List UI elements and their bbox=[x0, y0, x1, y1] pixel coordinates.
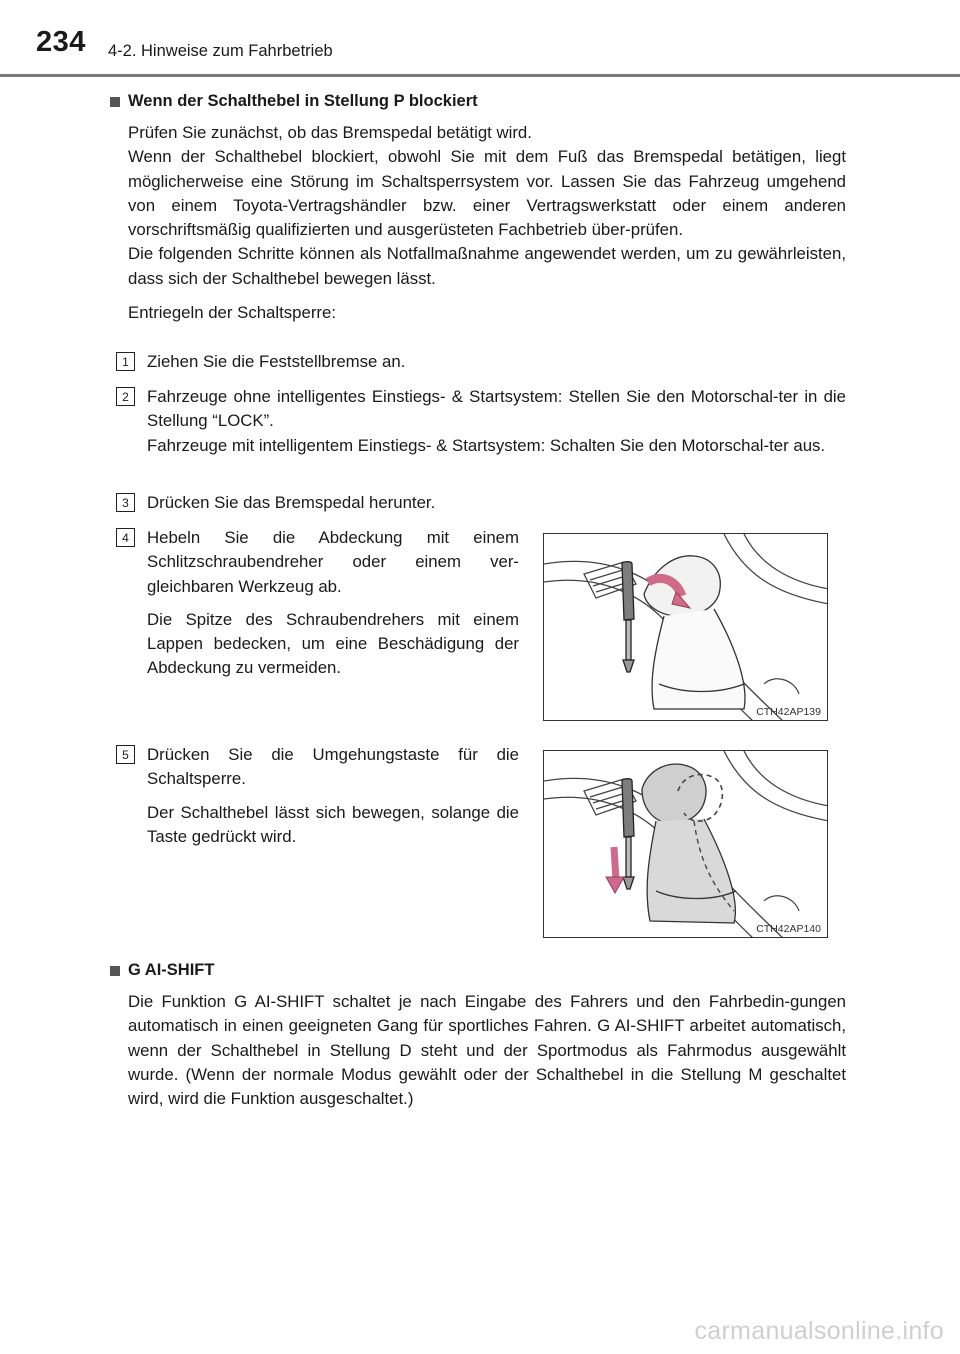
section1-body bbox=[128, 121, 846, 325]
page-number: 234 bbox=[36, 26, 86, 58]
paragraph: Wenn der Schalthebel blockiert, obwohl Sie mit dem Fuß das Bremspedal betätigen, liegt möglicherweise eine Störung im Schaltsperrsystem vor. Lassen Sie das Fahrzeug umgehend von einem Toyota-Vertragshändler bzw. einer Vertragswerkstatt oder einem anderen vorschriftsmäßig qualifizierten und ausgerüsteten Fachbetrieb über-prüfen. bbox=[128, 147, 846, 240]
watermark-text: carmanualsonline.info bbox=[694, 1317, 944, 1345]
step-line: Fahrzeuge ohne intelligentes Einstiegs- & Startsystem: Stellen Sie den Motorschal-ter in die Stellung “LOCK”. bbox=[147, 387, 846, 431]
step-number-badge: 4 bbox=[116, 528, 135, 547]
heading-text: G AI-SHIFT bbox=[128, 961, 215, 979]
section2-body bbox=[128, 990, 846, 1111]
step-line: Fahrzeuge mit intelligentem Einstiegs- & Startsystem: Schalten Sie den Motorschal-ter aus. bbox=[147, 435, 826, 455]
console-illustration bbox=[544, 751, 828, 938]
heading-text: Wenn der Schalthebel in Stellung P blockiert bbox=[128, 92, 478, 110]
step-number-badge: 1 bbox=[116, 352, 135, 371]
step-line: Der Schalthebel lässt sich bewegen, solange die Taste gedrückt wird. bbox=[147, 802, 519, 846]
step-number-badge: 2 bbox=[116, 387, 135, 406]
figure-code: CTH42AP140 bbox=[756, 923, 821, 935]
step-text bbox=[147, 385, 846, 458]
paragraph: Die folgenden Schritte können als Notfallmaßnahme angewendet werden, um zu gewährleisten, dass sich der Schalthebel bewegen lässt. bbox=[128, 244, 846, 288]
step-text bbox=[147, 491, 846, 515]
section-heading-p-lock bbox=[110, 92, 478, 111]
header-rule bbox=[0, 74, 960, 77]
paragraph-intro: Entriegeln der Schaltsperre: bbox=[128, 303, 337, 323]
square-bullet-icon bbox=[110, 97, 120, 107]
step-line: Drücken Sie das Bremspedal herunter. bbox=[147, 493, 436, 512]
paragraph: Die Funktion G AI-SHIFT schaltet je nach Eingabe des Fahrers und den Fahrbedin-gungen automatisch in einen geeigneten Gang für sportliches Fahren. G AI-SHIFT arbeitet automatisch, wenn der Schalthebel in Stellung D steht und der Sportmodus als Fahrmodus ausgewählt wurde. (Wenn der normale Modus gewählt oder der Schalthebel in die Stellung M geschaltet wird, wird die Funktion ausgeschaltet.) bbox=[128, 992, 846, 1109]
figure-lever-cover-pry bbox=[543, 533, 828, 721]
paragraph: Prüfen Sie zunächst, ob das Bremspedal betätigt wird. bbox=[128, 123, 532, 142]
step-line: Die Spitze des Schraubendrehers mit einem Lappen bedecken, um eine Beschädigung der Abdeckung zu vermeiden. bbox=[147, 609, 519, 678]
square-bullet-icon bbox=[110, 966, 120, 976]
step-line: Drücken Sie die Umgehungstaste für die Schaltsperre. bbox=[147, 745, 519, 789]
step-number-badge: 5 bbox=[116, 745, 135, 764]
step-number-badge: 3 bbox=[116, 493, 135, 512]
step-text bbox=[147, 526, 519, 681]
step-text bbox=[147, 350, 846, 374]
step-line: Ziehen Sie die Feststellbremse an. bbox=[147, 352, 406, 371]
figure-shift-lock-release bbox=[543, 750, 828, 938]
section-heading-g-ai-shift bbox=[110, 961, 214, 980]
step-text bbox=[147, 743, 519, 849]
section-title: 4-2. Hinweise zum Fahrbetrieb bbox=[108, 42, 333, 60]
console-illustration bbox=[544, 534, 828, 721]
figure-code: CTH42AP139 bbox=[756, 706, 821, 718]
step-line: Hebeln Sie die Abdeckung mit einem Schlitzschraubendreher oder einem ver-gleichbaren Werkzeug ab. bbox=[147, 528, 519, 596]
page-header bbox=[0, 0, 960, 82]
